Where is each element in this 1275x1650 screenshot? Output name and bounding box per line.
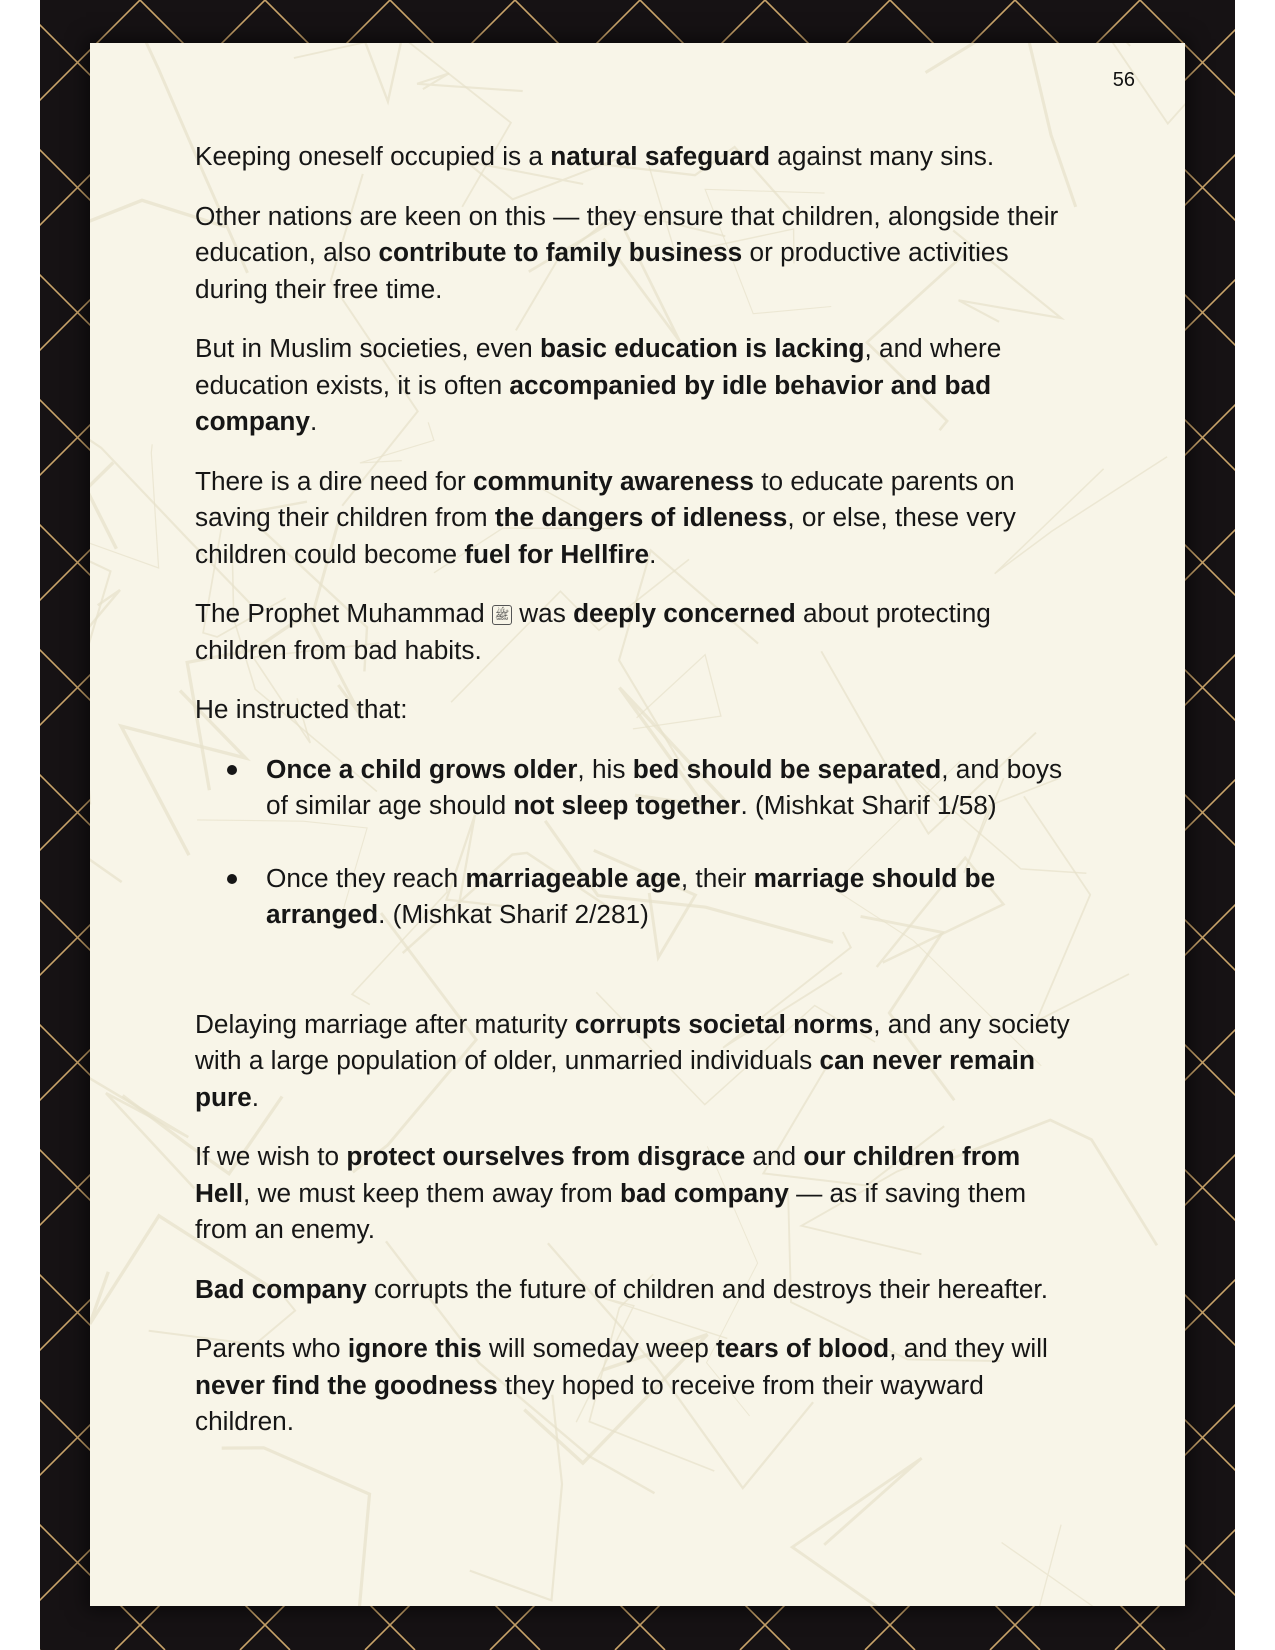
paragraph-prophet-concern (195, 595, 1075, 668)
bold-run: not sleep together (513, 790, 741, 820)
paragraph-delaying-marriage (195, 1006, 1075, 1116)
text-run: , their (680, 862, 754, 893)
text-run: The Prophet Muhammad (195, 598, 492, 628)
text-run: to educate parents on saving their children from (195, 465, 1015, 532)
bold-run: bed should be separated (632, 753, 942, 784)
bold-run: bad company (619, 1177, 789, 1208)
text-run: , we must keep them away from (243, 1177, 620, 1208)
instructions-list (195, 751, 1075, 933)
text-run: , or else, these very children could become (195, 502, 1016, 569)
decorative-frame (40, 0, 1235, 1650)
page-content (195, 138, 1075, 1463)
bold-run: Bad company (195, 1273, 367, 1304)
paragraph-muslim-societies (195, 330, 1075, 440)
text-run: If we wish to (195, 1141, 347, 1171)
text-run: . (Mishkat Sharif 1/58) (740, 790, 997, 820)
paragraph-community-awareness (195, 463, 1075, 573)
texture-vein (90, 1060, 194, 1188)
texture-vein (90, 521, 111, 805)
bold-run: ignore this (347, 1333, 482, 1363)
paragraph-instructed (195, 691, 1075, 728)
text-run: . (309, 406, 318, 436)
text-run: — as if saving them from an enemy. (195, 1177, 1027, 1244)
text-run: and (745, 1141, 804, 1171)
text-run: , and boys of similar age should (266, 753, 1063, 820)
bold-run: protect ourselves from disgrace (346, 1141, 746, 1171)
bullet-icon (227, 765, 237, 775)
text-run: against many sins. (769, 141, 995, 171)
page-paper (90, 43, 1185, 1606)
salawat-icon: ﷺ (492, 605, 512, 625)
text-run: , and where education exists, it is often (195, 333, 1002, 400)
text-run: . (251, 1081, 260, 1112)
texture-vein (340, 43, 401, 102)
bullet-icon (227, 874, 237, 884)
bold-run: the dangers of idleness (494, 502, 788, 532)
texture-vein (90, 832, 122, 902)
text-run: But in Muslim societies, even (195, 333, 540, 363)
text-run: Other nations are keen on this — they ensure that children, alongside their education, also (195, 200, 1059, 267)
text-run: Parents who (195, 1333, 348, 1363)
bold-run: basic education is lacking (539, 333, 865, 363)
text-run: He instructed that: (195, 694, 408, 724)
texture-vein (417, 73, 523, 91)
bold-run: can never remain pure (195, 1045, 1035, 1112)
text-run: , and they will (889, 1333, 1048, 1363)
bold-run: corrupts societal norms (574, 1008, 874, 1039)
list-item (225, 860, 1075, 933)
paragraph-bad-company (195, 1271, 1075, 1308)
bold-run: Once a child grows older (266, 753, 578, 784)
bold-run: marriage should be arranged (266, 862, 996, 929)
text-run: . (649, 538, 657, 569)
text-run: There is a dire need for (195, 465, 474, 496)
paragraph-protect-ourselves (195, 1138, 1075, 1248)
text-run: they hoped to receive from their wayward children. (195, 1369, 984, 1436)
bold-run: deeply concerned (573, 598, 796, 628)
texture-vein (792, 1458, 921, 1606)
texture-vein (222, 1448, 370, 1606)
paragraph-parents (195, 1330, 1075, 1440)
paragraph-other-nations (195, 198, 1075, 308)
text-run: was (511, 598, 574, 628)
text-run: will someday weep (481, 1333, 717, 1363)
texture-vein (90, 463, 116, 549)
bold-run: our children from Hell (195, 1141, 1021, 1208)
text-run: , and any society with a large population of older, unmarried individuals (195, 1008, 1070, 1075)
bold-run: tears of blood (716, 1333, 890, 1363)
bold-run: marriageable age (465, 862, 681, 893)
text-run: Delaying marriage after maturity (195, 1008, 575, 1039)
bold-run: community awareness (473, 465, 754, 496)
bold-run: never find the goodness (195, 1369, 498, 1400)
bold-run: fuel for Hellfire (464, 538, 650, 569)
text-run: or productive activities during their free time. (195, 237, 1009, 304)
bold-run: natural safeguard (550, 141, 770, 171)
bold-run: contribute to family business (378, 237, 743, 267)
text-run: corrupts the future of children and destroys their hereafter. (366, 1273, 1048, 1304)
text-run: about protecting children from bad habits. (195, 598, 991, 665)
texture-vein (1002, 1525, 1110, 1606)
texture-vein (90, 444, 159, 568)
text-run: Keeping oneself occupied is a (195, 141, 551, 171)
text-run: , his (577, 753, 633, 784)
paragraph-occupied (195, 138, 1075, 175)
list-item (225, 751, 1075, 824)
text-run: . (Mishkat Sharif 2/281) (378, 899, 649, 929)
text-run: Once they reach (266, 862, 466, 893)
page-number: 56 (1112, 69, 1135, 91)
bold-run: accompanied by idle behavior and bad company (195, 369, 992, 436)
